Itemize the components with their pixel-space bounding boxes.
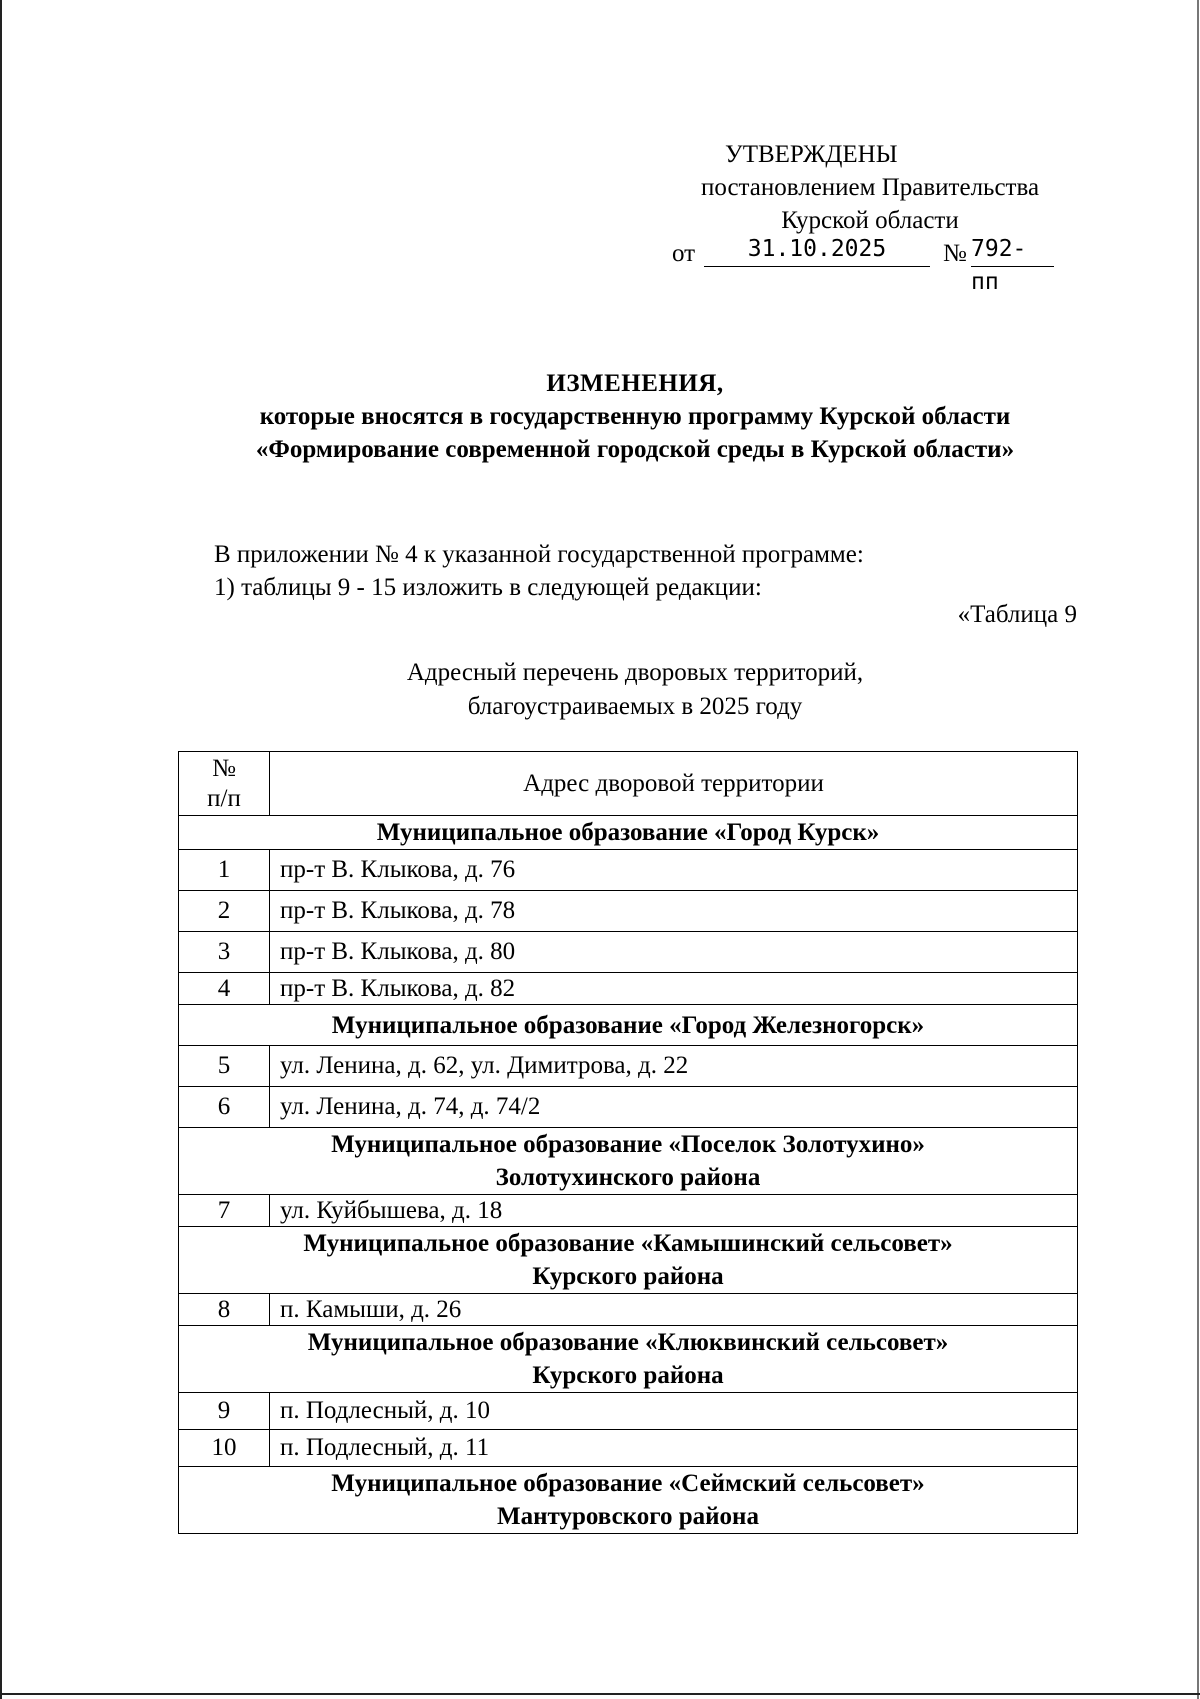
- approval-line-1: постановлением Правительства: [700, 174, 1040, 201]
- caption-line-1: Адресный перечень дворовых территорий,: [406, 659, 864, 686]
- table-caption: [170, 656, 1100, 724]
- row-address: пр-т В. Клыкова, д. 78: [270, 891, 1078, 932]
- header-number-sign: №: [212, 754, 236, 782]
- table-label: «Таблица 9: [957, 601, 1077, 628]
- group-title: [179, 1227, 1078, 1294]
- group-title-line-2: Курского района: [532, 1263, 724, 1290]
- header-number: [179, 752, 270, 816]
- group-title-line-2: Золотухинского района: [495, 1164, 761, 1191]
- table-row: [179, 1046, 1078, 1087]
- row-address: п. Подлесный, д. 11: [270, 1430, 1078, 1467]
- group-title: [179, 1326, 1078, 1393]
- page-edge-right: [1197, 0, 1199, 1699]
- row-number: 1: [179, 850, 270, 891]
- table-row: [179, 932, 1078, 973]
- row-address: пр-т В. Клыкова, д. 80: [270, 932, 1078, 973]
- group-row: [179, 1467, 1078, 1534]
- row-address: ул. Ленина, д. 62, ул. Димитрова, д. 22: [270, 1046, 1078, 1087]
- row-number: 6: [179, 1087, 270, 1128]
- header-address: Адрес дворовой территории: [270, 752, 1078, 816]
- heading-line-3: «Формирование современной городской среды в Курской области»: [255, 436, 1015, 463]
- approval-number: 792-пп: [971, 233, 1054, 267]
- group-row: [179, 1128, 1078, 1195]
- caption-line-2: благоустраиваемых в 2025 году: [467, 693, 803, 720]
- table-row: [179, 1195, 1078, 1227]
- address-table: [178, 751, 1078, 1534]
- group-row: [179, 1005, 1078, 1046]
- approval-number-sign: №: [943, 240, 967, 267]
- row-number: 9: [179, 1393, 270, 1430]
- table-row: [179, 1294, 1078, 1326]
- group-title-line-2: Курского района: [532, 1362, 724, 1389]
- group-row: [179, 1326, 1078, 1393]
- row-address: пр-т В. Клыкова, д. 82: [270, 973, 1078, 1005]
- table-row: [179, 850, 1078, 891]
- row-number: 4: [179, 973, 270, 1005]
- group-title: Муниципальное образование «Город Железногорск»: [179, 1005, 1078, 1046]
- row-number: 3: [179, 932, 270, 973]
- group-row: [179, 816, 1078, 850]
- group-title-line-2: Мантуровского района: [497, 1503, 759, 1530]
- group-title: [179, 1128, 1078, 1195]
- group-row: [179, 1227, 1078, 1294]
- header-number-abbrev: п/п: [207, 784, 241, 812]
- row-number: 8: [179, 1294, 270, 1326]
- intro-text: [214, 538, 1094, 604]
- table-row: [179, 1430, 1078, 1467]
- row-address: п. Камыши, д. 26: [270, 1294, 1078, 1326]
- row-number: 5: [179, 1046, 270, 1087]
- row-number: 7: [179, 1195, 270, 1227]
- row-address: ул. Куйбышева, д. 18: [270, 1195, 1078, 1227]
- group-title-line-1: Муниципальное образование «Камышинский сельсовет»: [303, 1230, 953, 1257]
- group-title-line-1: Муниципальное образование «Клюквинский сельсовет»: [307, 1329, 949, 1356]
- group-title: Муниципальное образование «Город Курск»: [179, 816, 1078, 850]
- intro-line-2: 1) таблицы 9 - 15 изложить в следующей редакции:: [214, 574, 762, 601]
- heading-line-2: которые вносятся в государственную программу Курской области: [259, 403, 1011, 430]
- row-number: 10: [179, 1430, 270, 1467]
- group-title-line-1: Муниципальное образование «Сеймский сельсовет»: [331, 1470, 925, 1497]
- page-edge-bottom: [0, 1693, 1200, 1695]
- table-row: [179, 1087, 1078, 1128]
- row-address: п. Подлесный, д. 10: [270, 1393, 1078, 1430]
- approval-ot-label: от: [672, 240, 696, 267]
- approval-date: 31.10.2025: [704, 233, 930, 267]
- row-number: 2: [179, 891, 270, 932]
- table-row: [179, 891, 1078, 932]
- row-address: пр-т В. Клыкова, д. 76: [270, 850, 1078, 891]
- table-row: [179, 1393, 1078, 1430]
- approval-block: [640, 138, 1100, 295]
- intro-line-1: В приложении № 4 к указанной государственной программе:: [214, 541, 864, 568]
- row-address: ул. Ленина, д. 74, д. 74/2: [270, 1087, 1078, 1128]
- approval-date-number-row: [640, 236, 1100, 295]
- heading-main: ИЗМЕНЕНИЯ,: [546, 370, 724, 397]
- table-row: [179, 973, 1078, 1005]
- group-title-line-1: Муниципальное образование «Поселок Золотухино»: [331, 1131, 925, 1158]
- document-heading: [170, 367, 1100, 466]
- approval-title: УТВЕРЖДЕНЫ: [725, 141, 898, 168]
- table-header-row: [179, 752, 1078, 816]
- approval-line-2: Курской области: [781, 207, 959, 234]
- group-title: [179, 1467, 1078, 1534]
- page-edge-left: [0, 0, 2, 1699]
